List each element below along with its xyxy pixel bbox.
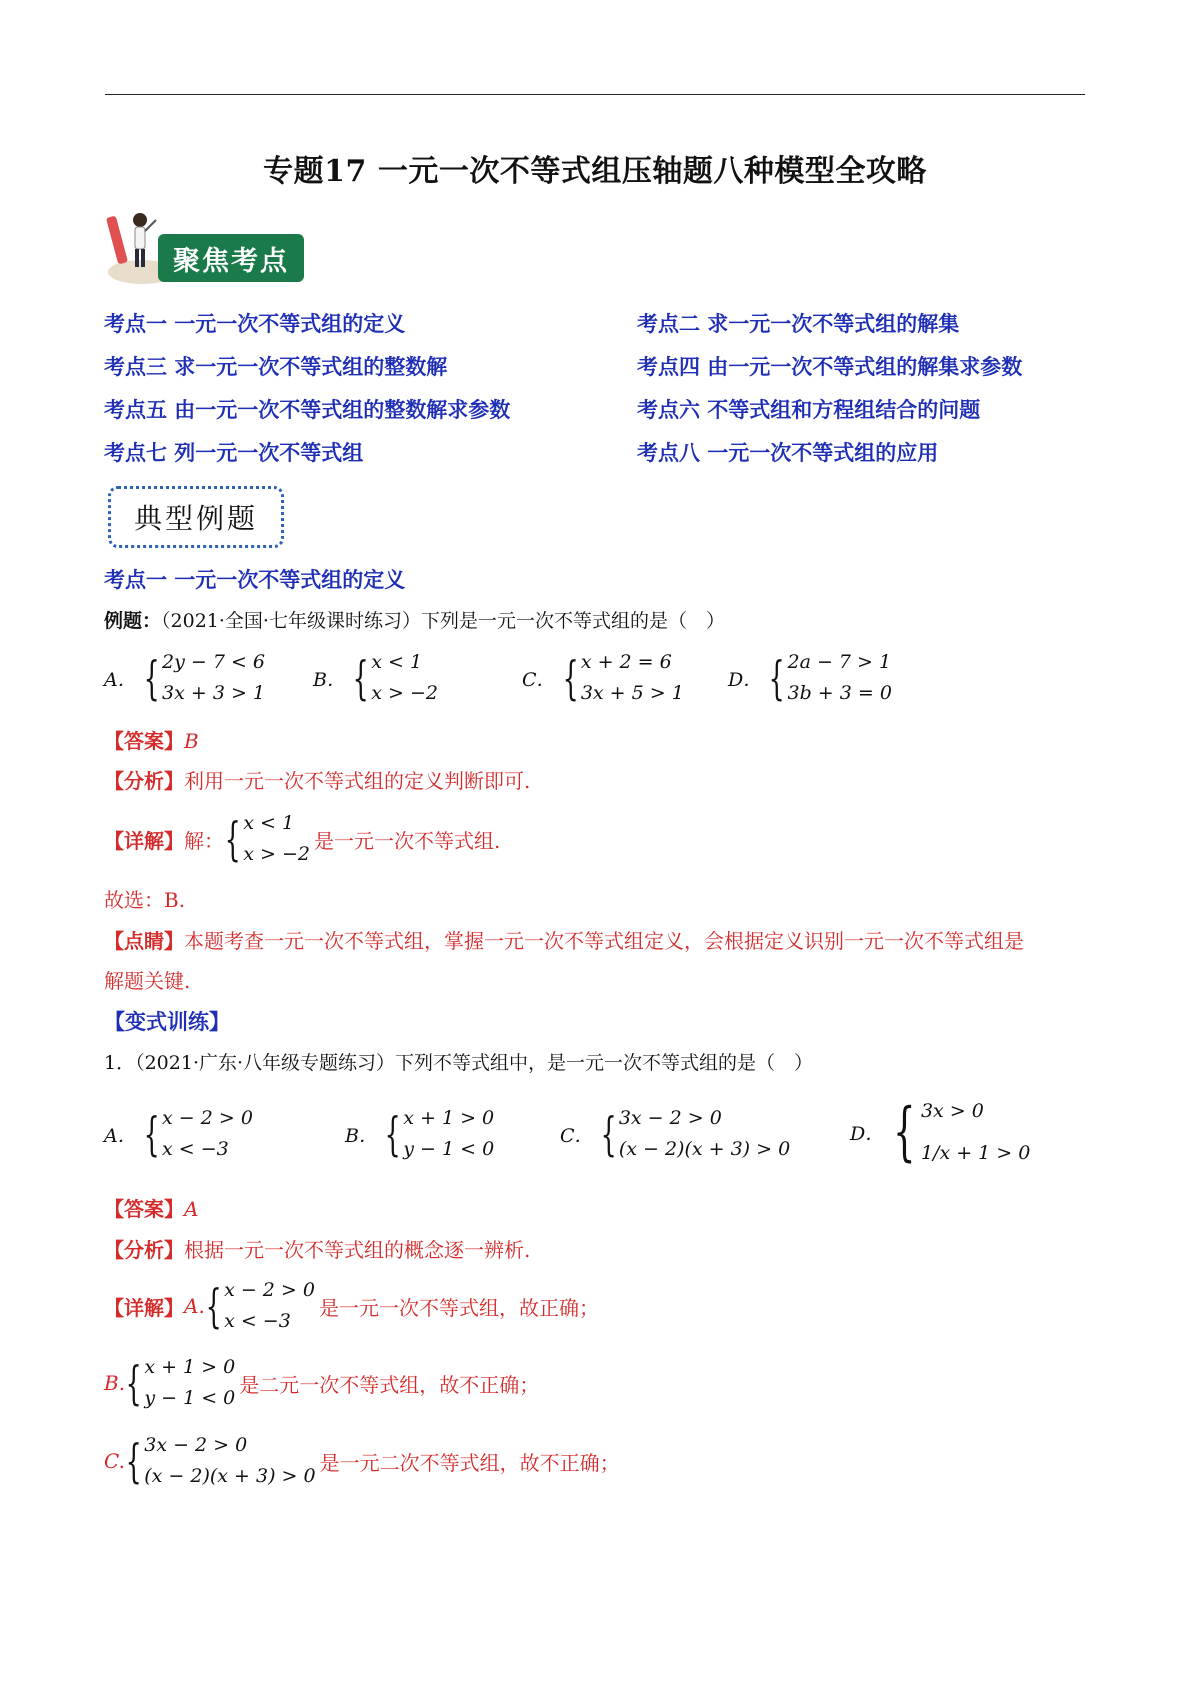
variant-detail-b: B. { x + 1 > 0 y − 1 < 0 是二元一次不等式组，故不正确； — [104, 1356, 540, 1410]
brace-icon: { — [205, 1279, 222, 1333]
variant-option-c[interactable]: C． { 3x − 2 > 0 (x − 2)(x + 3) > 0 — [560, 1107, 791, 1161]
example-comment-cont: 解题关键. — [104, 969, 191, 993]
brace-icon: { — [893, 1095, 916, 1169]
focus-badge — [104, 206, 304, 286]
kaodian-item-6[interactable]: 考点六 不等式组和方程组结合的问题 — [637, 398, 981, 422]
brace-icon: { — [224, 812, 241, 866]
variant-question: 1．（2021·广东·八年级专题练习）下列不等式组中，是一元一次不等式组的是（ ） — [104, 1052, 814, 1074]
header-rule — [105, 94, 1085, 95]
brace-icon: { — [384, 1107, 401, 1161]
variant-detail-a: 【详解】 A. { x − 2 > 0 x < −3 是一元一次不等式组，故正确； — [104, 1279, 599, 1333]
variant-analysis: 【分析】根据一元一次不等式组的概念逐一辨析. — [104, 1238, 531, 1262]
kaodian-item-5[interactable]: 考点五 由一元一次不等式组的整数解求参数 — [104, 398, 511, 422]
kaodian-item-8[interactable]: 考点八 一元一次不等式组的应用 — [637, 441, 939, 465]
example-prefix: 例题： — [104, 610, 162, 632]
brace-icon: { — [768, 651, 785, 705]
variant-answer: 【答案】A — [104, 1197, 199, 1221]
kaodian-item-7[interactable]: 考点七 列一元一次不等式组 — [104, 441, 364, 465]
badge-label: 聚焦考点 — [158, 234, 304, 282]
variant-option-b[interactable]: B． { x + 1 > 0 y − 1 < 0 — [345, 1107, 495, 1161]
brace-icon: { — [600, 1107, 617, 1161]
example-option-a[interactable]: A． { 2y − 7 < 6 3x + 3 > 1 — [104, 651, 266, 705]
brace-icon: { — [143, 1107, 160, 1161]
example-question — [104, 606, 725, 633]
brace-icon: { — [143, 651, 160, 705]
example-choice: 故选：B. — [104, 888, 186, 912]
kaodian-item-2[interactable]: 考点二 求一元一次不等式组的解集 — [637, 312, 960, 336]
kaodian-item-1[interactable]: 考点一 一元一次不等式组的定义 — [104, 312, 406, 336]
section-title: 考点一 一元一次不等式组的定义 — [104, 568, 406, 592]
brace-icon: { — [125, 1356, 142, 1410]
brace-icon: { — [562, 651, 579, 705]
brace-icon: { — [125, 1434, 142, 1488]
example-analysis: 【分析】利用一元一次不等式组的定义判断即可. — [104, 769, 531, 793]
example-comment: 【点睛】本题考查一元一次不等式组，掌握一元一次不等式组定义，会根据定义识别一元一次不等式组是 — [104, 929, 1024, 953]
kaodian-item-3[interactable]: 考点三 求一元一次不等式组的整数解 — [104, 355, 448, 379]
example-option-c[interactable]: C． { x + 2 = 6 3x + 5 > 1 — [522, 651, 684, 705]
example-answer: 【答案】B — [104, 729, 199, 753]
variant-detail-c: C. { 3x − 2 > 0 (x − 2)(x + 3) > 0 是一元二次不等式组，故不正确； — [104, 1434, 620, 1488]
variant-option-d[interactable]: D． { 3x > 0 1/x + 1 > 0 — [850, 1095, 1031, 1169]
section-box: 典型例题 — [108, 486, 284, 548]
example-text: （2021·全国·七年级课时练习）下列是一元一次不等式组的是（ ） — [161, 610, 725, 632]
variant-tag: 【变式训练】 — [104, 1010, 230, 1034]
example-detail: 【详解】 解： { x < 1 x > −2 是一元一次不等式组. — [104, 812, 501, 866]
variant-option-a[interactable]: A． { x − 2 > 0 x < −3 — [104, 1107, 253, 1161]
example-option-d[interactable]: D． { 2a − 7 > 1 3b + 3 = 0 — [728, 651, 892, 705]
brace-icon: { — [352, 651, 369, 705]
example-option-b[interactable]: B． { x < 1 x > −2 — [313, 651, 438, 705]
page-title: 专题17 一元一次不等式组压轴题八种模型全攻略 — [263, 154, 927, 189]
kaodian-item-4[interactable]: 考点四 由一元一次不等式组的解集求参数 — [637, 355, 1023, 379]
